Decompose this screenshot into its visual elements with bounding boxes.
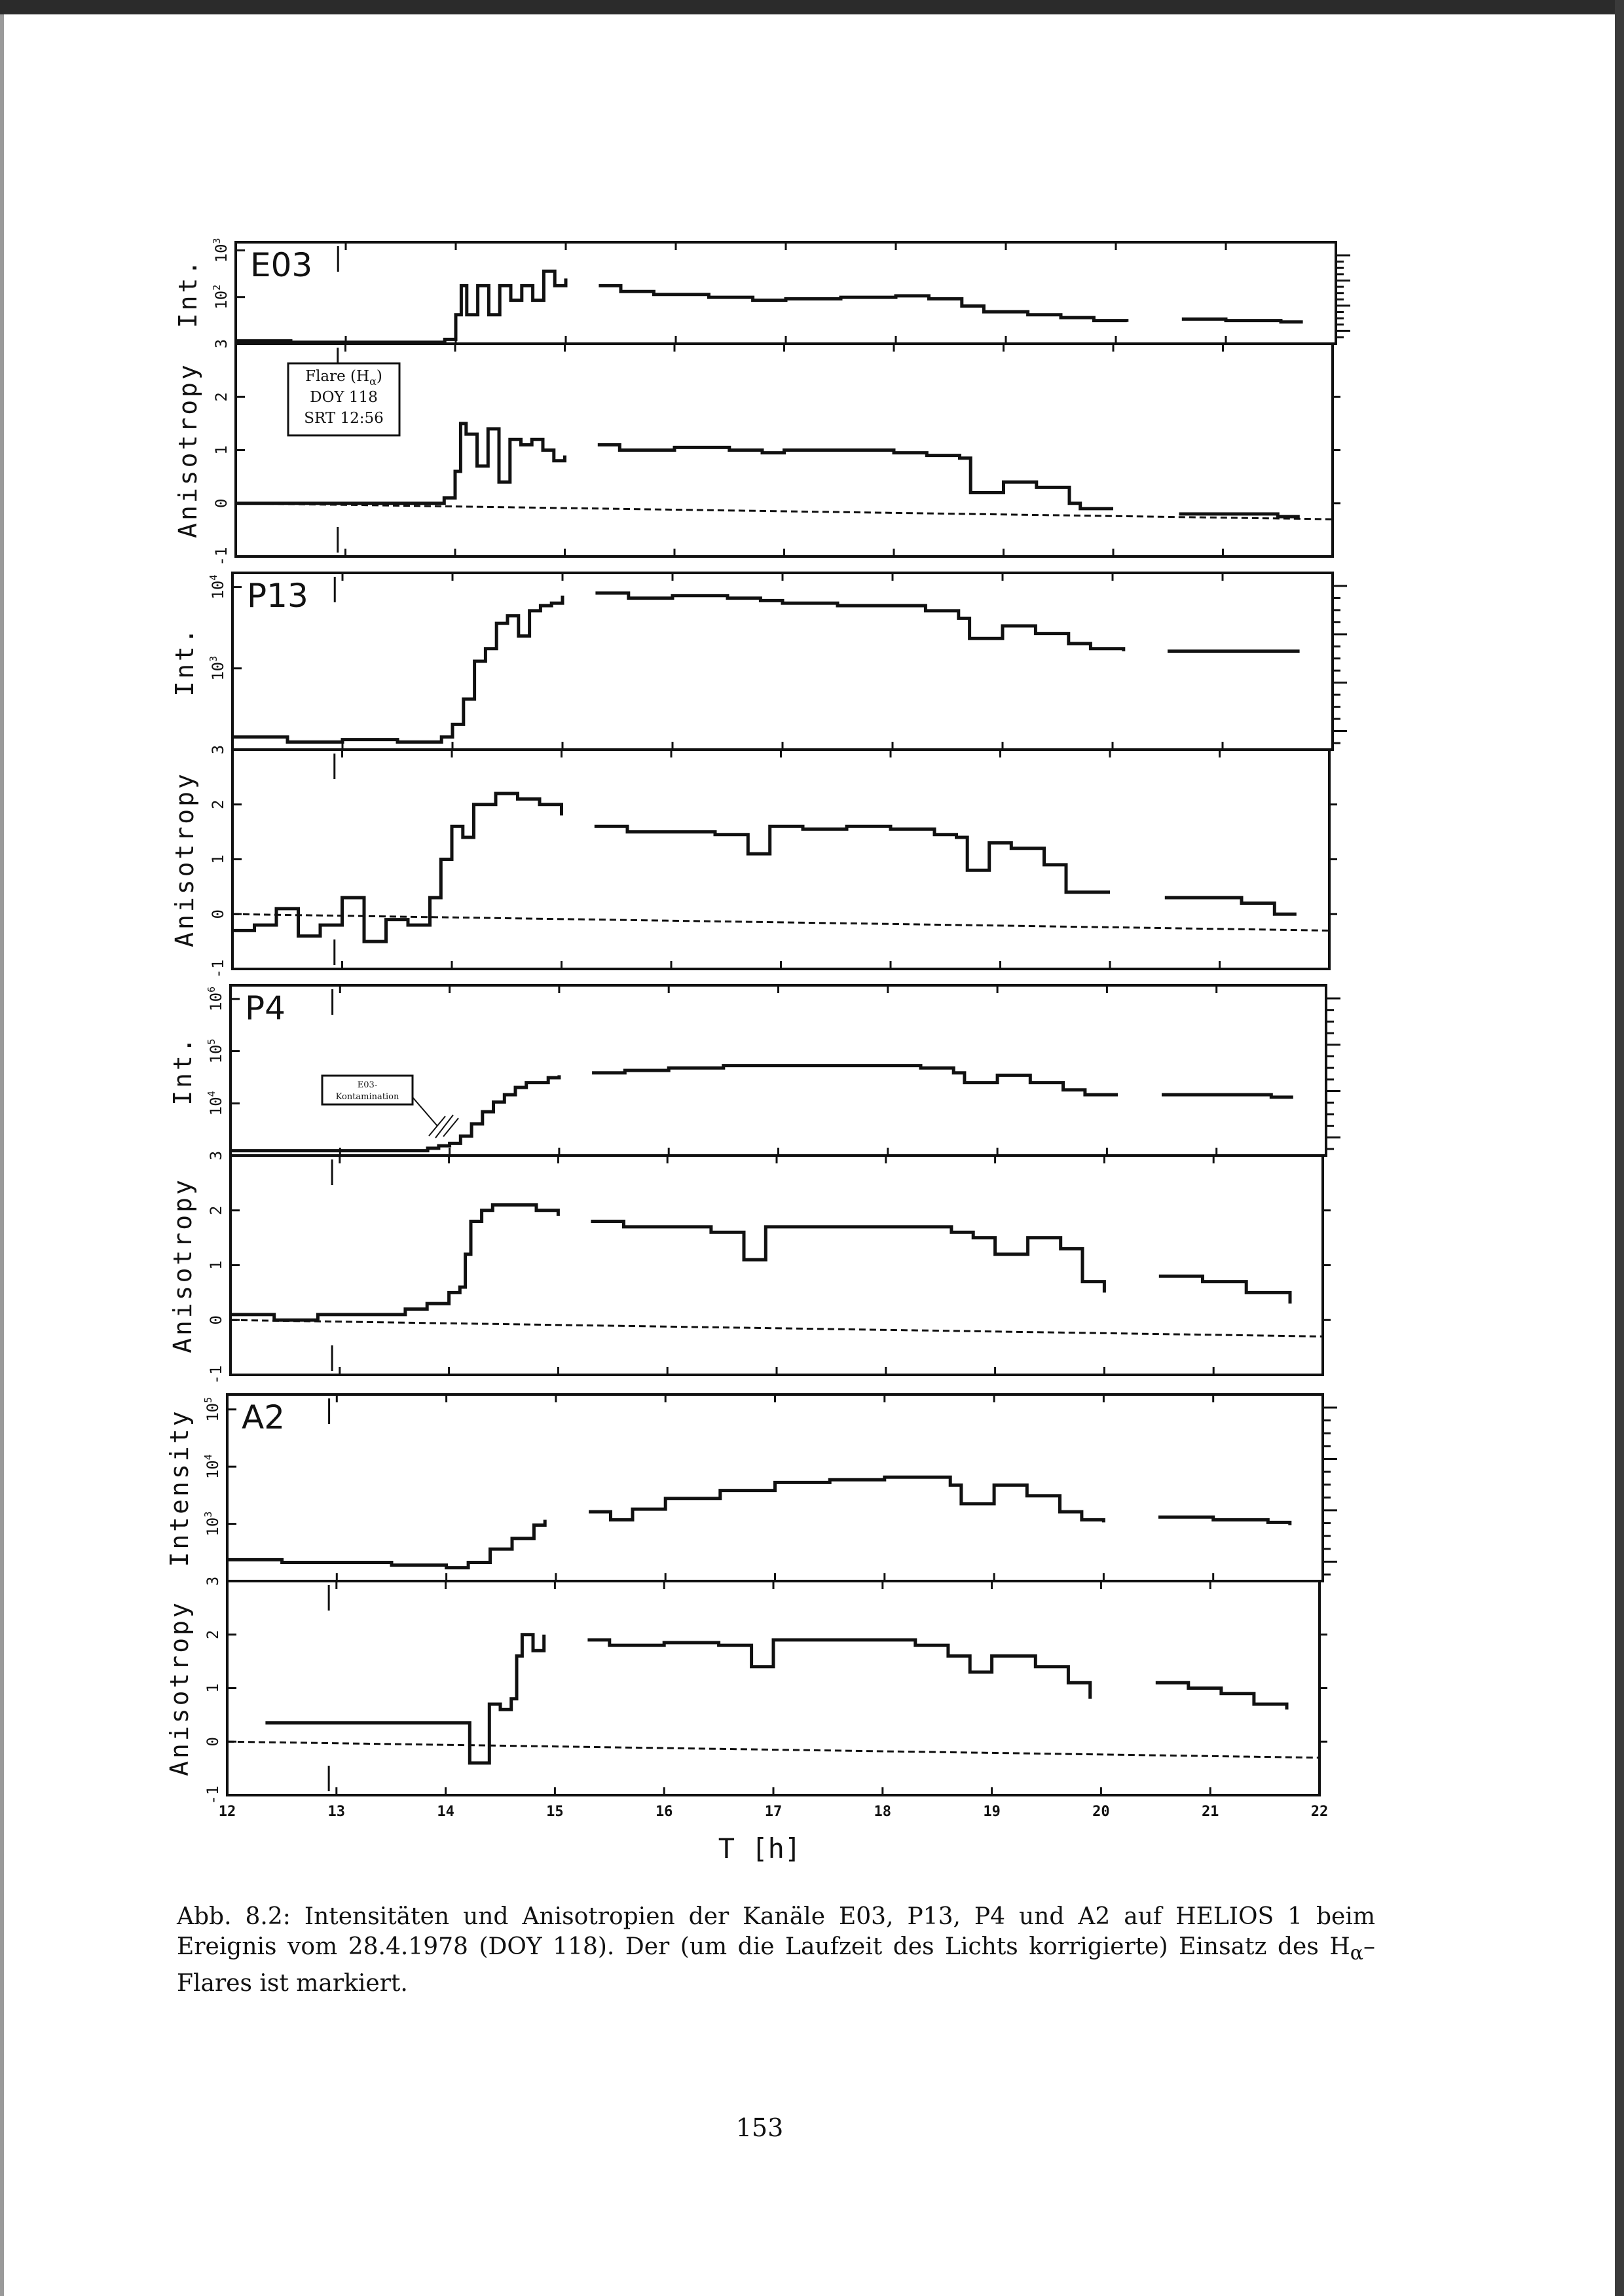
panel-4 — [170, 750, 1337, 978]
y-tick-exponent: 3 — [208, 655, 219, 662]
y-tick-label: -1 — [204, 1785, 222, 1805]
panel-frame — [232, 750, 1329, 969]
panel-3 — [170, 573, 1347, 754]
flare-box-line2: DOY 118 — [310, 389, 378, 406]
y-tick-label: $10^4$ — [208, 574, 227, 600]
contamination-label — [322, 1076, 458, 1138]
y-tick-exponent: 3 — [202, 1511, 214, 1518]
x-tick-label: 14 — [437, 1804, 454, 1820]
contamination-line1: E03- — [357, 1080, 378, 1090]
y-tick-label: 3 — [209, 744, 227, 755]
panel-frame — [231, 985, 1326, 1156]
flare-box-sub: α — [369, 375, 377, 388]
zero-baseline — [231, 1320, 1323, 1336]
panel-8 — [165, 1581, 1327, 1804]
y-tick-exponent: 5 — [206, 1038, 217, 1045]
flare-box — [288, 363, 399, 435]
y-tick-exponent: 4 — [206, 1091, 217, 1097]
y-tick-label: $10^6$ — [206, 986, 225, 1011]
zero-baseline — [227, 1741, 1320, 1758]
panel-frame — [236, 242, 1336, 344]
data-series-3 — [232, 593, 1300, 742]
y-axis-label: Int. — [174, 257, 202, 329]
zero-baseline — [236, 503, 1333, 519]
y-axis-label: Intensity — [165, 1408, 194, 1567]
y-tick-exponent: 4 — [208, 574, 219, 581]
x-tick-label: 15 — [546, 1804, 564, 1820]
caption-end: –Flares ist markiert. — [177, 1933, 1375, 1997]
data-series-1 — [236, 271, 1303, 342]
y-tick-exponent: 2 — [211, 284, 223, 291]
channel-label: A2 — [242, 1398, 286, 1436]
zero-baseline — [232, 914, 1329, 930]
flare-box-line3: SRT 12:56 — [304, 410, 384, 427]
flare-box-end: ) — [376, 368, 382, 385]
y-tick-label: 3 — [204, 1576, 222, 1586]
contamination-line2: Kontamination — [335, 1092, 399, 1102]
y-tick-label: $10^3$ — [208, 655, 228, 681]
y-tick-label: 0 — [207, 1315, 225, 1325]
caption-text: Intensitäten und Anisotropien der Kanäle E03, P13, P4 und A2 auf HELIOS 1 beim Ereignis vom 28.4.1978 (DOY 118). Der (um die Laufzeit des Lichts korrigierte) Einsatz des H — [177, 1903, 1375, 1960]
caption-prefix: Abb. 8.2: — [177, 1903, 291, 1930]
y-tick-label: $10^3$ — [202, 1511, 222, 1537]
panel-frame — [231, 1156, 1323, 1375]
y-tick-label: 3 — [212, 338, 231, 349]
y-tick-label: 2 — [207, 1205, 225, 1215]
data-series-4 — [232, 793, 1297, 941]
panel-5 — [168, 985, 1340, 1160]
data-series-6 — [231, 1205, 1290, 1320]
y-axis-label: Anisotropy — [165, 1600, 194, 1776]
y-tick-label: $10^5$ — [206, 1038, 225, 1064]
y-tick-label: -1 — [212, 547, 231, 566]
channel-label: P4 — [245, 989, 286, 1027]
figure-caption — [177, 1902, 1375, 1999]
y-axis-label: Anisotropy — [168, 1177, 197, 1353]
y-tick-label: 1 — [207, 1260, 225, 1270]
y-tick-exponent: 6 — [206, 986, 217, 993]
x-tick-label: 19 — [983, 1804, 1001, 1820]
y-tick-label: 1 — [204, 1683, 222, 1693]
x-tick-label: 21 — [1201, 1804, 1219, 1820]
x-tick-label: 17 — [764, 1804, 783, 1820]
y-tick-label: 2 — [212, 392, 231, 402]
x-tick-label: 20 — [1092, 1804, 1110, 1820]
panel-frame — [227, 1581, 1320, 1795]
y-tick-exponent: 4 — [202, 1454, 214, 1461]
caption-sub: α — [1350, 1942, 1363, 1965]
x-tick-label: 18 — [874, 1804, 892, 1820]
y-tick-label: -1 — [209, 959, 227, 979]
y-tick-label: $10^2$ — [211, 284, 231, 310]
y-axis-label: Anisotropy — [170, 771, 199, 947]
y-tick-exponent: 3 — [211, 238, 223, 244]
y-tick-label: 0 — [212, 498, 231, 508]
panel-1 — [174, 238, 1350, 348]
y-tick-label: 1 — [212, 445, 231, 455]
y-tick-label: 0 — [204, 1737, 222, 1747]
x-tick-label: 16 — [655, 1804, 673, 1820]
y-tick-label: 2 — [209, 799, 227, 809]
y-axis-label: Int. — [170, 626, 199, 697]
flare-box-line1: Flare (H — [305, 368, 370, 385]
y-tick-label: 1 — [209, 854, 227, 864]
y-tick-label: $10^3$ — [211, 238, 231, 263]
page-number: 153 — [735, 2113, 784, 2142]
y-axis-label: Int. — [168, 1035, 197, 1106]
x-tick-label: 22 — [1310, 1804, 1329, 1820]
y-tick-label: $10^4$ — [202, 1454, 222, 1480]
y-tick-label: $10^5$ — [202, 1396, 222, 1422]
y-tick-label: -1 — [207, 1365, 225, 1385]
y-axis-label: Anisotropy — [174, 362, 202, 538]
x-tick-label: 12 — [218, 1804, 236, 1820]
data-series-2 — [236, 424, 1300, 517]
channel-label: E03 — [250, 246, 313, 284]
y-tick-label: 2 — [204, 1630, 222, 1639]
x-axis-label: T [h] — [718, 1832, 802, 1865]
x-tick-label: 13 — [327, 1804, 346, 1820]
y-tick-label: 0 — [209, 909, 227, 919]
y-tick-label: 3 — [207, 1150, 225, 1161]
y-tick-label: $10^4$ — [206, 1091, 225, 1116]
channel-label: P13 — [247, 577, 308, 615]
data-series-7 — [227, 1477, 1290, 1567]
panel-6 — [168, 1156, 1331, 1384]
y-tick-exponent: 5 — [202, 1396, 214, 1403]
panel-7 — [165, 1394, 1337, 1586]
